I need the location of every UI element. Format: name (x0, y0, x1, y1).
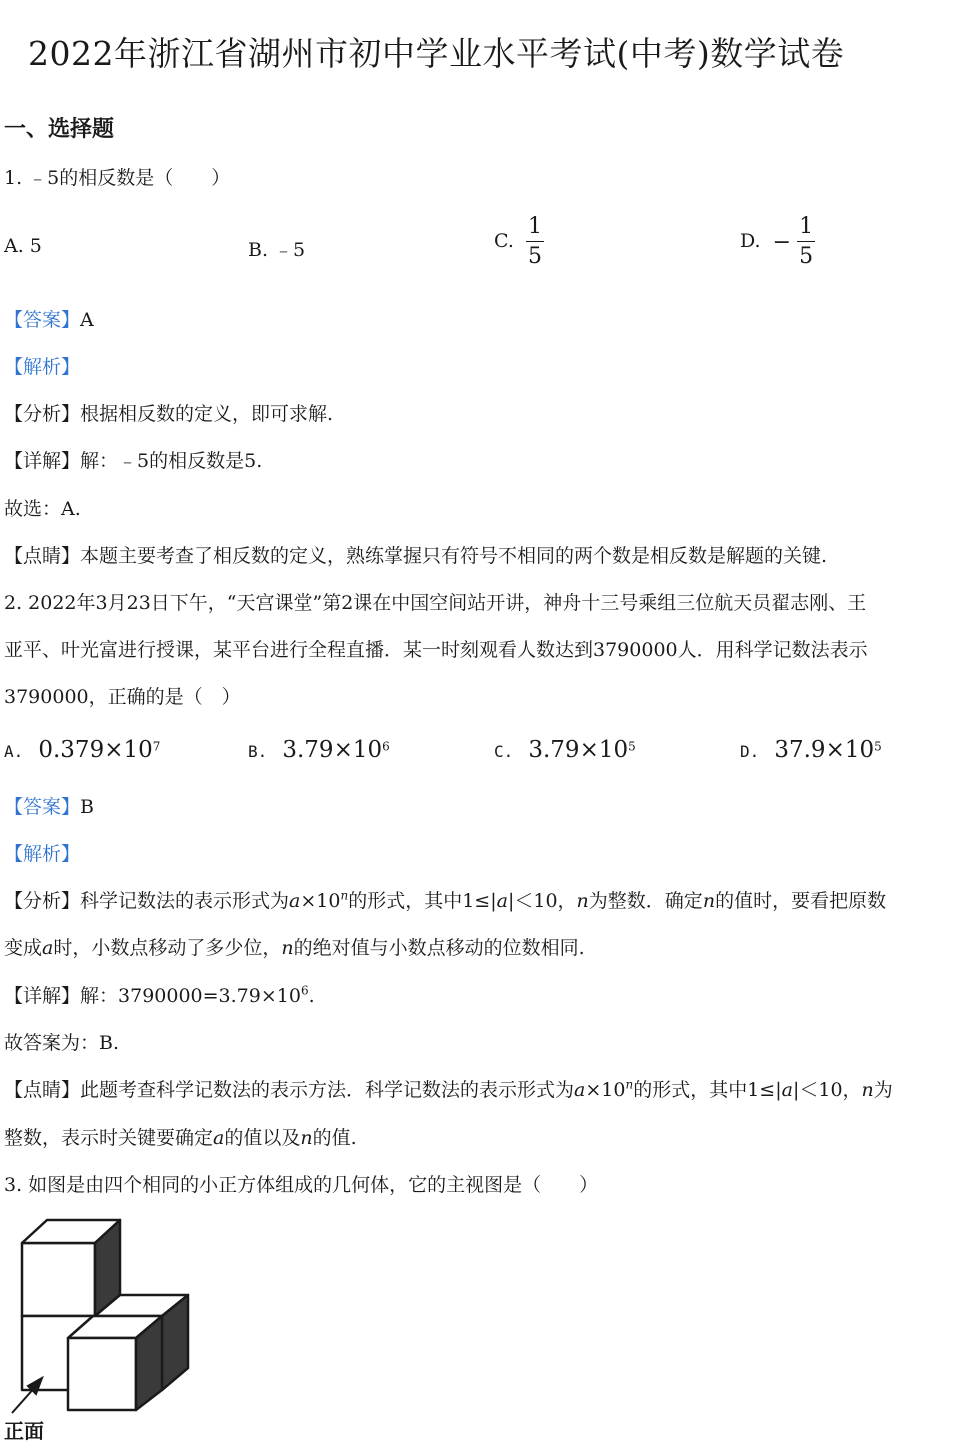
q1-option-d-sign: − (772, 229, 792, 255)
q1-fenxi-text: 根据相反数的定义，即可求解. (80, 403, 334, 425)
q2-dianjing-a2: a (781, 1079, 793, 1101)
q2-option-a-label: A. (4, 742, 24, 761)
q2-xiangjie-tag: 【详解】 (4, 985, 81, 1007)
q2-option-c-exp: 5 (628, 739, 636, 754)
q2-option-b-label: B. (248, 742, 268, 761)
q1-option-d-denominator: 5 (799, 244, 814, 269)
q2-option-d-label: D. (740, 742, 760, 761)
q2-option-c-base: 3.79×10 (528, 737, 629, 763)
q1-dianjing-tag: 【点睛】 (4, 545, 81, 567)
cube-figure (0, 1210, 200, 1449)
q2-dianjing-n: n (861, 1079, 874, 1101)
q2-fenxi-a: a (289, 890, 301, 912)
q2-xiangjie-exp: 6 (300, 983, 309, 998)
q1-dianjing-text: 本题主要考查了相反数的定义，熟练掌握只有符号不相同的两个数是相反数是解题的关键. (80, 545, 828, 567)
q2-fenxi-l2-p3: 的绝对值与小数点移动的位数相同. (293, 937, 585, 959)
q2-fenxi-p6: 的值时，要看把原数 (715, 890, 887, 912)
q1-option-d-numerator: 1 (797, 216, 815, 242)
q1-option-c-fraction (526, 216, 544, 268)
q1-xiangjie-text: 解：﹣5的相反数是5. (80, 450, 263, 472)
q1-dianjing (4, 541, 827, 568)
q2-option-b (248, 737, 390, 763)
q1-analysis-tag: 【解析】 (4, 356, 81, 378)
q2-option-a-base: 0.379×10 (38, 737, 153, 763)
q2-dianjing-line2 (4, 1123, 357, 1150)
q2-option-a (4, 737, 160, 763)
q1-xiangjie (4, 446, 262, 473)
q2-dianjing-l2-p3: 的值. (312, 1127, 357, 1149)
q2-dianjing-p2: ×10 (585, 1079, 626, 1101)
q2-option-d-base: 37.9×10 (774, 737, 875, 763)
q2-dianjing-l2-n: n (300, 1127, 313, 1149)
q1-option-d-label: D. (740, 230, 761, 252)
q1-answer-tag: 【答案】 (4, 309, 81, 331)
q2-dianjing-p3: 的形式，其中1≤| (633, 1079, 782, 1101)
q2-xiangjie-p1: 解：3790000=3.79×10 (80, 985, 301, 1007)
q2-option-c-label: C. (494, 742, 514, 761)
q2-fenxi-p2: ×10 (300, 890, 341, 912)
q2-analysis-tag: 【解析】 (4, 843, 81, 865)
q2-xiangjie (4, 981, 315, 1008)
q2-dianjing-l2-p2: 的值以及 (224, 1127, 301, 1149)
q1-fenxi-tag: 【分析】 (4, 403, 81, 425)
q2-dianjing-a: a (574, 1079, 586, 1101)
q2-stem-line2: 亚平、叶光富进行授课，某平台进行全程直播．某一时刻观看人数达到3790000人．用科学记数法表示 (4, 639, 868, 661)
q2-dianjing-tag: 【点睛】 (4, 1079, 81, 1101)
q2-fenxi-l2-a: a (42, 937, 54, 959)
q1-conclusion: 故选：A. (4, 498, 81, 520)
q1-stem: 1. ﹣5的相反数是（ ） (4, 167, 231, 189)
q2-option-b-exp: 6 (382, 739, 390, 754)
q2-dianjing-n-sup: n (625, 1077, 634, 1092)
q2-answer (4, 792, 94, 819)
q1-option-a: A. 5 (4, 235, 42, 257)
q1-option-c-numerator: 1 (526, 216, 544, 242)
q2-fenxi-p3: 的形式，其中1≤| (348, 890, 497, 912)
q2-answer-value: B (80, 796, 94, 818)
q2-fenxi-l2-n: n (281, 937, 294, 959)
q1-fenxi (4, 399, 333, 426)
q2-option-a-exp: 7 (152, 739, 161, 754)
q2-stem-line1: 2. 2022年3月23日下午，“天宫课堂”第2课在中国空间站开讲，神舟十三号乘组三位航天员翟志刚、王 (4, 592, 867, 614)
q2-dianjing-p1: 此题考查科学记数法的表示方法．科学记数法的表示形式为 (80, 1079, 575, 1101)
q2-answer-tag: 【答案】 (4, 796, 81, 818)
q1-answer (4, 305, 94, 332)
q2-dianjing-l2-p1: 整数，表示时关键要确定 (4, 1127, 214, 1149)
cube-top-front-face (22, 1243, 95, 1316)
q2-conclusion: 故答案为：B. (4, 1032, 120, 1054)
section-heading: 一、选择题 (4, 116, 115, 142)
q2-fenxi-n2: n (702, 890, 716, 912)
q2-option-d (740, 737, 882, 763)
q2-fenxi-l2-p1: 变成 (4, 937, 43, 959)
q2-option-c (494, 737, 636, 763)
q1-option-c-label: C. (494, 230, 514, 252)
q1-option-c-denominator: 5 (527, 244, 542, 269)
q2-fenxi-n-sup: n (340, 888, 349, 903)
q2-option-d-exp: 5 (874, 739, 882, 754)
q2-fenxi-tag: 【分析】 (4, 890, 81, 912)
q2-fenxi-p4: |＜10， (507, 890, 577, 912)
q1-xiangjie-tag: 【详解】 (4, 450, 81, 472)
q1-option-d (740, 216, 815, 268)
q3-stem: 3. 如图是由四个相同的小正方体组成的几何体，它的主视图是（ ） (4, 1174, 599, 1196)
q1-answer-value: A (80, 309, 94, 331)
q2-fenxi-p1: 科学记数法的表示形式为 (80, 890, 290, 912)
q2-fenxi-line1 (4, 886, 886, 913)
q2-fenxi-l2-p2: 时，小数点移动了多少位， (53, 937, 282, 959)
q1-option-b: B. ﹣5 (248, 239, 306, 261)
q2-dianjing-l2-a: a (213, 1127, 225, 1149)
q2-fenxi-a2: a (496, 890, 508, 912)
q2-fenxi-p5: 为整数．确定 (588, 890, 703, 912)
q2-option-b-base: 3.79×10 (282, 737, 383, 763)
q2-fenxi-n1: n (576, 890, 589, 912)
q2-dianjing-p4: |＜10， (792, 1079, 862, 1101)
page-title: 2022年浙江省湖州市初中学业水平考试(中考)数学试卷 (28, 34, 845, 73)
figure-label-front: 正面 (4, 1419, 44, 1443)
q2-stem-line3: 3790000，正确的是（ ） (4, 686, 241, 708)
q2-xiangjie-p2: . (308, 985, 315, 1007)
q1-option-c (494, 216, 544, 268)
q2-dianjing-p5: 为 (873, 1079, 893, 1101)
q1-option-d-fraction (797, 216, 815, 268)
q2-dianjing-line1 (4, 1075, 893, 1102)
q2-fenxi-line2 (4, 933, 585, 960)
cube-front-right-front-face (68, 1338, 136, 1410)
